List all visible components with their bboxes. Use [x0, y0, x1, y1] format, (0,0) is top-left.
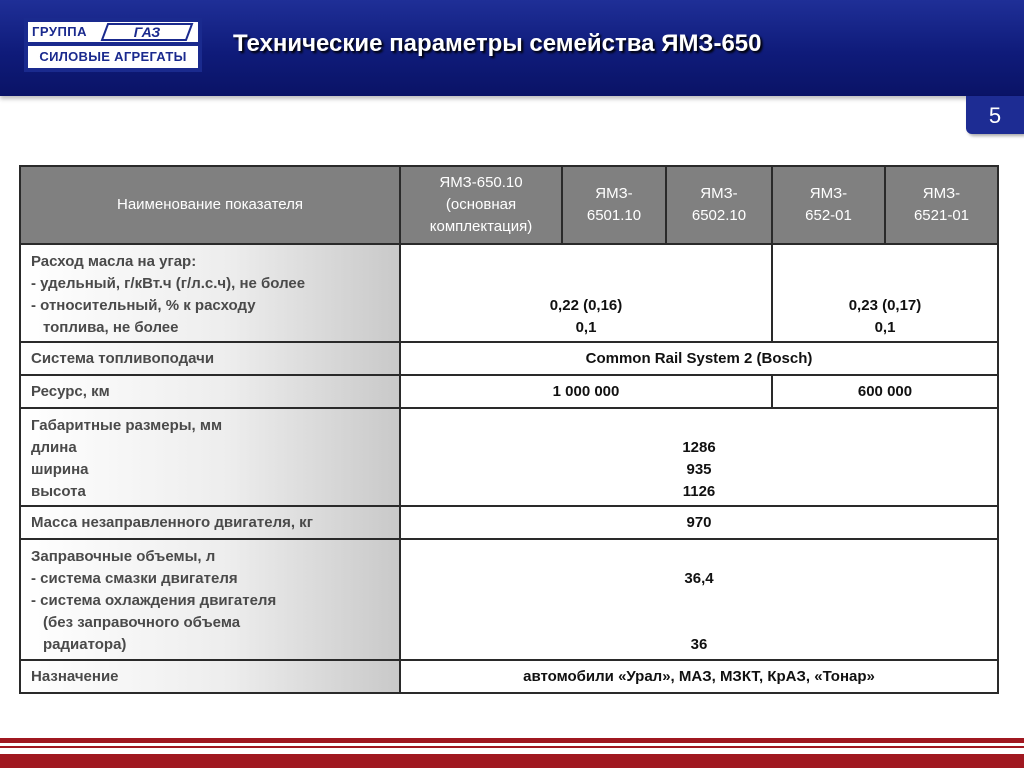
footer-stripe-thin	[0, 746, 1024, 748]
table-row-dimensions	[20, 408, 998, 506]
footer-stripe	[0, 738, 1024, 743]
slide-header	[0, 0, 1024, 96]
svg-text:ГАЗ: ГАЗ	[133, 24, 161, 40]
logo-silovye-text: СИЛОВЫЕ АГРЕГАТЫ	[39, 49, 187, 64]
page-number-badge: 5	[966, 96, 1024, 134]
logo-gruppa-text: ГРУППА	[32, 24, 88, 39]
resource-group2: 600 000	[772, 375, 998, 408]
row-label-fill-volumes: Заправочные объемы, л - система смазки двигателя - система охлаждения двигателя (без заправочного объема радиатора)	[20, 539, 400, 660]
table-row-fuel-system	[20, 342, 998, 375]
cooling-volume: 36	[690, 636, 708, 653]
slide-title: Технические параметры семейства ЯМЗ-650	[233, 30, 762, 57]
header-model-652-01: ЯМЗ- 652-01	[772, 166, 885, 244]
header-model-6502-10: ЯМЗ- 6502.10	[666, 166, 772, 244]
row-label-oil-consumption: Расход масла на угар: - удельный, г/кВт.ч (г/л.с.ч), не более - относительный, % к расходу топлива, не более	[20, 244, 400, 342]
header-model-6521-01: ЯМЗ- 6521-01	[885, 166, 998, 244]
dimensions-values: 1286 935 1126	[400, 408, 998, 506]
footer-band	[0, 754, 1024, 768]
row-label-purpose: Назначение	[20, 660, 400, 693]
row-label-resource: Ресурс, км	[20, 375, 400, 408]
header-model-650-10: ЯМЗ-650.10 (основная комплектация)	[400, 166, 562, 244]
row-label-dimensions: Габаритные размеры, мм длина ширина высота	[20, 408, 400, 506]
row-label-fuel-system: Система топливоподачи	[20, 342, 400, 375]
engine-parameters-table	[19, 165, 999, 694]
lubrication-volume: 36,4	[684, 570, 714, 587]
fill-volumes-values	[400, 539, 998, 660]
gaz-group-logo	[24, 18, 202, 72]
gaz-brand-mark-icon	[100, 22, 196, 42]
purpose-value: автомобили «Урал», МАЗ, МЗКТ, КрАЗ, «Тонар»	[400, 660, 998, 693]
table-row-mass	[20, 506, 998, 539]
table-row-oil-consumption	[20, 244, 998, 342]
row-label-mass: Масса незаправленного двигателя, кг	[20, 506, 400, 539]
table-row-resource	[20, 375, 998, 408]
table-header-row	[20, 166, 998, 244]
oil-consumption-group2: 0,23 (0,17) 0,1	[772, 244, 998, 342]
table-row-purpose	[20, 660, 998, 693]
header-param-name: Наименование показателя	[20, 166, 400, 244]
fuel-system-value: Common Rail System 2 (Bosch)	[400, 342, 998, 375]
oil-consumption-group1: 0,22 (0,16) 0,1	[400, 244, 772, 342]
header-model-6501-10: ЯМЗ- 6501.10	[562, 166, 666, 244]
table-row-fill-volumes	[20, 539, 998, 660]
mass-value: 970	[400, 506, 998, 539]
resource-group1: 1 000 000	[400, 375, 772, 408]
